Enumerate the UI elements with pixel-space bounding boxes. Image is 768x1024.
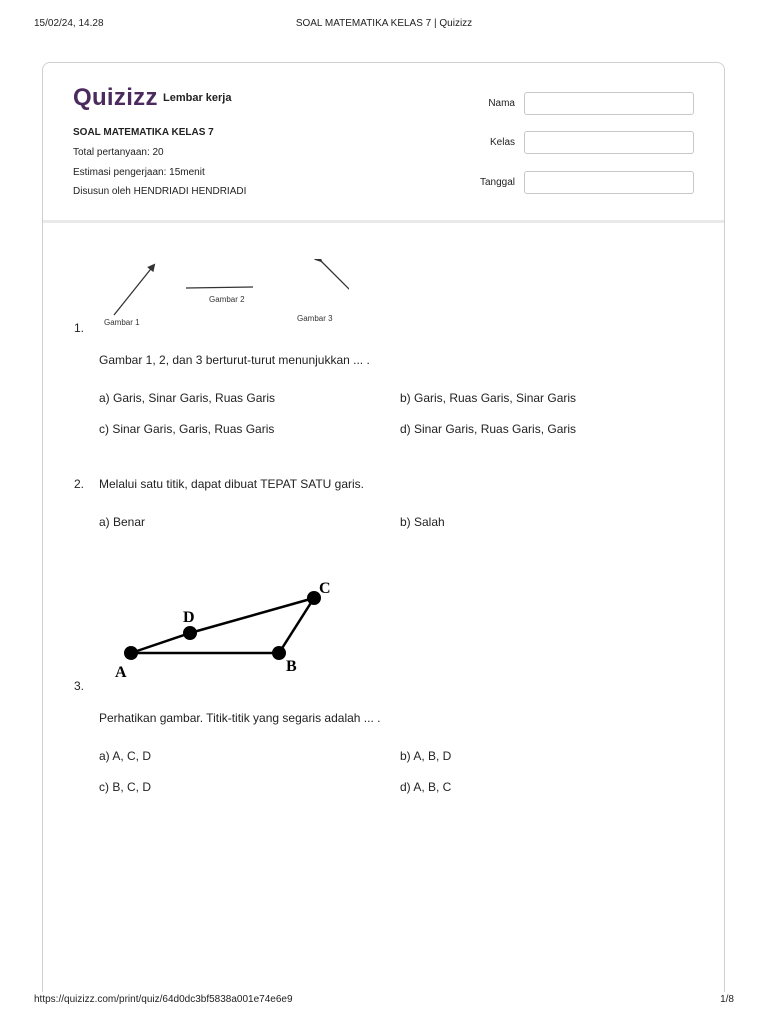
print-page-number: 1/8 <box>720 994 734 1005</box>
point-c-label: C <box>319 580 331 597</box>
class-field[interactable] <box>524 131 694 154</box>
question-2-text: Melalui satu titik, dapat dibuat TEPAT SATU garis. <box>99 477 365 491</box>
question-1-text: Gambar 1, 2, dan 3 berturut-turut menunjukkan ... . <box>99 353 370 367</box>
question-1-option-c[interactable]: c) Sinar Garis, Garis, Ruas Garis <box>99 422 275 436</box>
figure-1-ray <box>114 265 154 315</box>
question-2-option-a[interactable]: a) Benar <box>99 515 146 529</box>
question-3-option-a[interactable]: a) A, C, D <box>99 749 152 763</box>
question-1-number: 1. <box>74 321 85 335</box>
question-3-option-d[interactable]: d) A, B, C <box>400 780 452 794</box>
question-3-option-c[interactable]: c) B, C, D <box>99 780 152 794</box>
figure-1-label: Gambar 1 <box>104 318 140 327</box>
total-questions: Total pertanyaan: 20 <box>73 147 164 158</box>
time-estimate: Estimasi pengerjaan: 15menit <box>73 167 205 178</box>
point-b-label: B <box>286 658 297 675</box>
point-a <box>124 646 138 660</box>
question-3-option-b[interactable]: b) A, B, D <box>400 749 452 763</box>
question-1-option-d[interactable]: d) Sinar Garis, Ruas Garis, Garis <box>400 422 577 436</box>
figure-2-label: Gambar 2 <box>209 295 245 304</box>
point-d <box>183 626 197 640</box>
worksheet-card <box>42 62 725 992</box>
question-2-option-b[interactable]: b) Salah <box>400 515 445 529</box>
point-b <box>272 646 286 660</box>
figure-3-line <box>321 261 349 311</box>
date-field[interactable] <box>524 171 694 194</box>
worksheet-header <box>43 63 724 223</box>
figure-3-label: Gambar 3 <box>297 314 333 323</box>
name-label: Nama <box>488 98 515 109</box>
point-d-label: D <box>183 609 195 626</box>
quiz-author: Disusun oleh HENDRIADI HENDRIADI <box>73 186 247 197</box>
question-3-text: Perhatikan gambar. Titik-titik yang segaris adalah ... . <box>99 711 381 725</box>
question-3-number: 3. <box>74 679 85 693</box>
class-label: Kelas <box>489 137 515 148</box>
print-footer <box>34 994 734 1008</box>
figure-2-segment <box>186 287 253 288</box>
point-a-label: A <box>115 664 127 681</box>
print-header <box>34 18 734 32</box>
quizizz-logo: Quizizz <box>73 84 158 111</box>
question-1-option-b[interactable]: b) Garis, Ruas Garis, Sinar Garis <box>400 391 577 405</box>
name-field[interactable] <box>524 92 694 115</box>
segment-ad <box>131 633 190 653</box>
worksheet-subtitle: Lembar kerja <box>163 92 232 104</box>
question-1-option-a[interactable]: a) Garis, Sinar Garis, Ruas Garis <box>99 391 276 405</box>
question-1-figure <box>99 259 349 329</box>
print-datetime: 15/02/24, 14.28 <box>34 18 104 29</box>
print-page-title: SOAL MATEMATIKA KELAS 7 | Quizizz <box>295 18 473 29</box>
question-3-figure <box>99 567 349 687</box>
print-url: https://quizizz.com/print/quiz/64d0dc3bf5838a001e74e6e9 <box>34 994 293 1005</box>
quiz-title: SOAL MATEMATIKA KELAS 7 <box>73 127 214 138</box>
question-2-number: 2. <box>74 477 85 491</box>
date-label: Tanggal <box>479 177 515 188</box>
